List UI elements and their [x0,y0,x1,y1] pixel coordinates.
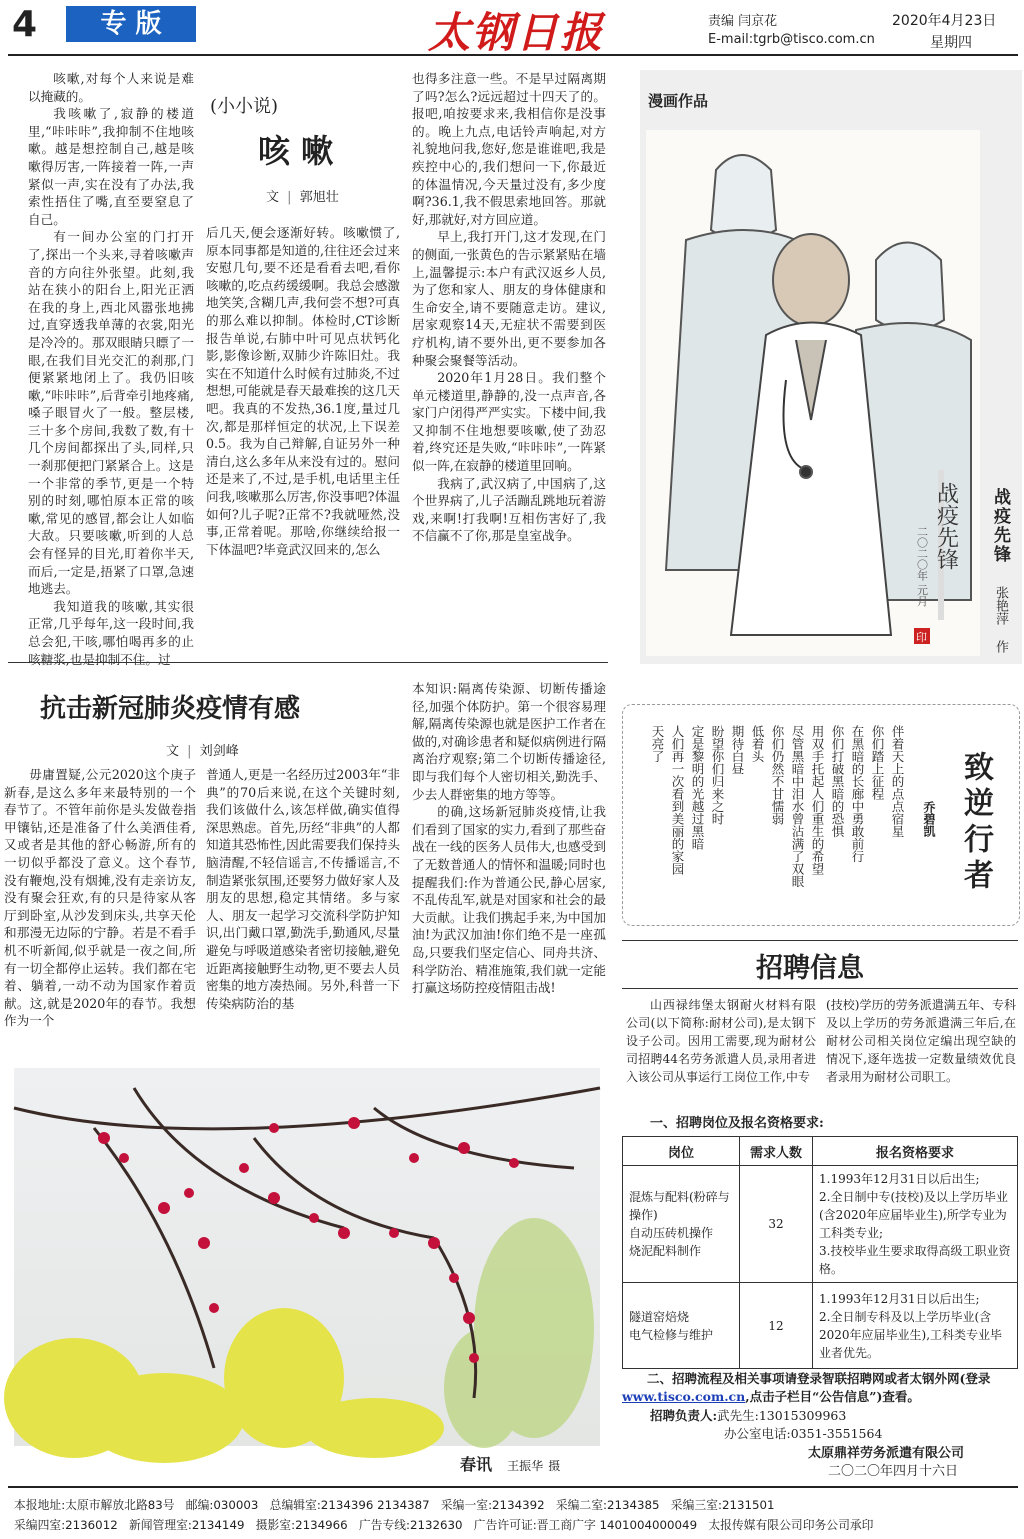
story2-col3 [412,680,606,1056]
header-post: 岗位 [623,1137,740,1166]
poem-line: 你们踏上征程 [870,725,885,800]
cell-req: 1.1993年12月31日以后出生; 2.全日制中专(技校)及以上学历毕业(含2020年应届毕业生),所学专业为工科类专业; 3.技校毕业生要求取得高级工职业资格。 [813,1166,1018,1283]
story1-col2 [206,224,400,640]
contact-value: 武先生:13015309963 [717,1408,847,1423]
header-count: 需求人数 [740,1137,813,1166]
byline-author: 刘剑峰 [199,744,239,759]
cell-count: 32 [740,1166,813,1283]
table-header-row [623,1137,1018,1166]
recruit-intro-right [826,996,1016,1106]
recruit-title: 招聘信息 [756,953,864,984]
story2-col1 [4,766,196,1056]
paragraph: 我咳嗽了,寂静的楼道里,“咔咔咔”,我抑制不住地咳嗽。越是想控制自己,越是咳嗽得厉害,一阵接着一阵,一声紧似一声,实在没有了办法,我索性捂住了嘴,直至要窒息了自己。 [28,106,194,227]
cell-req: 1.1993年12月31日以后出生; 2.全日制专科及以上学历毕业(含2020年应届毕业生),工科类专业毕业者优先。 [813,1283,1018,1369]
recruit-contact [650,1406,846,1424]
recruit-date: 二〇二〇年四月十六日 [828,1464,959,1479]
editor: 责编 闫京花 [708,14,778,29]
byline-author: 郭旭壮 [299,190,339,205]
sec2-tail: ,点击子栏目“公告信息”)查看。 [745,1389,920,1404]
comic-illustration [646,130,980,656]
comic-seal: 印 [916,631,927,644]
tisco-link[interactable]: www.tisco.com.cn [622,1389,746,1404]
section-badge [66,6,196,42]
poem-line: 期待白昼 [730,725,745,775]
poem-author: 乔碧凯 [922,801,936,837]
footer-line1: 本报地址:太原市解放北路83号 邮编:030003 总编辑室:2134396 2134387 采编一室:2134392 采编二室:2134385 采编三室:2131501 [14,1498,775,1512]
comic-author-suffix: 作 [993,640,1008,653]
spring-photo [14,1068,600,1446]
comic-title: 战疫先锋 [990,488,1010,564]
paragraph: 的确,这场新冠肺炎疫情,让我们看到了国家的实力,看到了那些奋战在一线的医务人员伟大,也感受到了无数普通人的情怀和温暖;同时也提醒我们:作为普通公民,静心居家,不乱传乱军,就是对国家和社会的最大贡献。让我们携起手来,为中国加油!为武汉加油!你们绝不是一座孤岛,只要我们坚定信心、同舟共济、科学防治、精准施策,我们就一定能打赢这场防控疫情阻击战! [412,804,606,996]
story2-title: 抗击新冠肺炎疫情有感 [40,694,301,724]
paragraph: 咳嗽,对每个人来说是难以掩藏的。 [28,71,194,104]
photo-caption [460,1452,560,1475]
recruit-company: 太原鼎祥劳务派遣有限公司 [808,1446,965,1461]
paragraph: 早上,我打开门,这才发现,在门的侧面,一张黄色的告示紧紧贴在墙上,温馨提示:本户有武汉返乡人员,为了您和家人、朋友的身体健康和生命安全,请不要随意走访。建议,居家观察14天,无症状不需要到医疗机构,请不要外出,更不要参加各种聚会聚餐等活动。 [412,229,606,368]
poem-line: 伴着天上的点点宿星 [890,725,905,838]
page-number: 4 [12,4,38,45]
story2-col2 [206,766,400,1056]
recruit-sec2 [622,1370,1018,1406]
paragraph: 毋庸置疑,公元2020这个庚子新春,是这么多年来最特别的一个春节了。不管年前你是头发做卷指甲镶钻,还是准备了什么美酒佳肴,又或者是其他的舒心畅游,所有的一切似乎都没了意义。这个春节,没有鞭炮,没有烟摊,没有走亲访友,没有聚会狂欢,有的只是待家从客厅到卧室,从沙发到床头,共享天伦和那漫无边际的宁静。若是不看手机不听新闻,似乎就是一夜之间,所有一切全都停止运转。我们都在宅着、躺着,一动不动为国家作着贡献。这,就是2020年的春节。我想作为一个 [4,767,196,1029]
sec2-text: 二、招聘流程及相关事项请登录智联招聘网或者太钢外网(登录 [647,1371,991,1386]
header-req: 报名资格要求 [813,1137,1018,1166]
comic-inscription-date: 二〇二〇年 元月 [915,526,929,607]
poem-line: 人们再一次看到美丽的家园 [670,725,685,875]
story1-title: 咳 嗽 [258,132,334,170]
section-label: 专 版 [100,9,162,39]
paragraph: 本知识:隔离传染源、切断传播途径,加强个体防护。第一个很容易理解,隔离传染源也就是医护工作者在做的,对确诊患者和疑似病例进行隔离治疗观察;第二个切断传播途径,即与我们每个人密切相关,勤洗手、少去人群密集的地方等等。 [412,681,606,802]
paragraph: 有一间办公室的门打开了,探出一个头来,寻着咳嗽声音的方向往外张望。此刻,我站在狭小的阳台上,阳光正洒在我的身上,西北风嚣张地拂过,直穿透我单薄的衣裳,阳光是冷冷的。那双眼睛只瞟了一眼,在我们目光交汇的刹那,门便紧紧地闭上了。我仍旧咳嗽,“咔咔咔”,后背牵引地疼痛,嗓子眼冒火了一般。整层楼,三十多个房间,我数了数,有十几个房间都探出了头,同样,只一刹那便把门紧紧合上。这是一个非常的季节,更是一个特别的时刻,哪怕原本正常的咳嗽,常见的感冒,都会让人如临大敌。只要咳嗽,听到的人总会有怪异的目光,盯着你半天,而后,一定是,捂紧了口罩,急速地逃去。 [28,229,194,597]
recruit-phone: 办公室电话:0351-3551564 [724,1426,883,1441]
paragraph: (技校)学历的劳务派遣满五年、专科及以上学历的劳务派遣满三年后,在耐材公司相关岗位定编出现空缺的情况下,逐年选拔一定数量绩效优良者录用为耐材公司职工。 [826,998,1016,1084]
poem-line: 低着头 [750,725,765,763]
photo-title: 春讯 [460,1455,493,1474]
poem-title: 致逆行者 [958,751,993,895]
paragraph: 山西禄纬堡太钢耐火材料有限公司(以下简称:耐材公司),是太钢下设子公司。因用工需要,现为耐材公司招聘44名劳务派遣人员,录用者进入该公司从事运行工岗位工作,中专 [626,998,816,1084]
poem-line: 用双手托起人们重生的希望 [810,725,825,875]
poem-line: 你们仍然不甘懦弱 [770,725,785,825]
story1-col1 [28,70,194,667]
paragraph: 我病了,武汉病了,中国病了,这个世界病了,儿子活蹦乱跳地玩着游戏,来啊!打我啊!互相伤害好了,我不信赢不了你,那是皇室战争。 [412,475,606,544]
cell-count: 12 [740,1283,813,1369]
issue-date: 2020年4月23日 [892,13,997,29]
paragraph: 后几天,便会逐渐好转。咳嗽惯了,原本同事都是知道的,往往还会过来安慰几句,要不还是看看去吧,看你咳嗽的,吃点药缓缓啊。我总会感激地笑笑,含糊几声,我何尝不想?可真的那么难以抑制。体检时,CT诊断报告单说,右肺中叶可见点状钙化影,影像诊断,双肺少许陈旧灶。我实在不知道什么时候有过肺炎,不过想想,可能就是春天最难挨的这几天吧。我真的不发热,36.1度,量过几次,都是那样恒定的状况,上下误差0.5。我为自己辩解,自证另外一种清白,这么多年从来没有过的。慰问还是来了,不过,是手机,电话里主任问我,咳嗽那么厉害,你没事吧?体温如何?儿子呢?正常不?我就哑然,没事,正常着呢。那啥,你继续给报一下体温吧?毕竟武汉回来的,怎么 [206,225,400,557]
contact-label: 招聘负责人: [650,1408,718,1423]
email: E-mail:tgrb@tisco.com.cn [708,32,875,47]
poem-line: 定是黎明的光越过黑暗 [690,725,705,850]
paragraph: 2020年1月28日。我们整个单元楼道里,静静的,没一点声音,各家门户闭得严严实实。下楼中间,我又抑制不住地想要咳嗽,使了劲忍着,终究还是失败,“咔咔咔”,一阵紧似一阵,在寂静的楼道里回响。 [412,370,606,474]
story1-byline: 文 | 郭旭壮 [266,190,339,205]
poem-line: 盼望你们归来之时 [710,725,725,825]
story1-genre: (小小说) [210,96,279,117]
weekday: 星期四 [930,35,972,51]
recruit-sec1: 一、招聘岗位及报名资格要求: [650,1116,824,1131]
recruit-intro-left [626,996,816,1106]
poem-line: 你们打破黑暗的恐惧 [830,725,845,838]
story2-byline: 文 | 刘剑峰 [166,744,239,759]
table-row [623,1166,1018,1283]
photo-author: 王振华 [507,1459,544,1473]
comic-artwork [646,130,980,656]
paragraph: 也得多注意一些。不是早过隔离期了吗?怎么?远远超过十四天了的。报吧,咱按要求来,我相信你是没事的。晚上九点,电话铃声响起,对方礼貌地问我,您好,您是谁谁吧,我是疾控中心的,我们想问一下,你最近的体温情况,今天量过没有,多少度啊?36.1,我不假思索地回答。那就好,那就好,对方回应道。 [412,71,606,227]
cell-post: 隧道窑焙烧 电气检修与维护 [623,1283,740,1369]
comic-panel [640,70,1022,664]
poem-box [622,704,1020,926]
byline-label: 文 [166,744,180,759]
poem-line: 尽管黑暗中泪水曾沾满了双眼 [790,725,805,888]
poem-line: 在黑暗的长廊中勇敢前行 [850,725,865,863]
paragraph: 普通人,更是一名经历过2003年“非典”的70后来说,在这个关键时刻,我们该做什么,该怎样做,确实值得深思熟虑。首先,历经“非典”的人都知道其恐怖性,因此需要我们保持头脑清醒,不轻信谣言,不传播谣言,不制造紧张氛围,还要努力做好家人及朋友的思想,稳定其情绪。多与家人、朋友一起学习交流科学防护知识,出门戴口罩,勤洗手,勤通风,尽量避免与呼吸道感染者密切接触,避免近距离接触野生动物,更不要去人员密集的地方凑热闹。另外,科普一下传染病防治的基 [206,767,400,1011]
footer-line2: 采编四室:2136012 新闻管理室:2134149 摄影室:2134966 广告专线:2132630 广告许可证:晋工商广字 1401004000049 太报传媒有限公司印务公司承印 [14,1518,874,1532]
photo-suffix: 摄 [548,1459,561,1473]
table-row [623,1283,1018,1369]
byline-label: 文 [266,190,280,205]
paper-logo: 太钢日报 [428,8,605,57]
poem-line: 天亮了 [650,725,665,763]
photo-illustration [14,1068,600,1446]
cell-post: 混炼与配料(粉碎与操作) 自动压砖机操作 烧泥配料制作 [623,1166,740,1283]
comic-author: 张艳萍 [993,586,1008,625]
paragraph: 我知道我的咳嗽,其实很正常,几乎每年,这一段时间,我总会犯,干咳,哪怕喝再多的止咳糖浆,也是抑制不住。过 [28,598,194,667]
comic-label: 漫画作品 [648,92,709,110]
poem-lines [647,725,907,915]
comic-inscription: 战疫先锋 [933,482,959,570]
masthead [0,0,1024,60]
story1-col3 [412,70,606,640]
recruit-table [622,1136,1018,1369]
